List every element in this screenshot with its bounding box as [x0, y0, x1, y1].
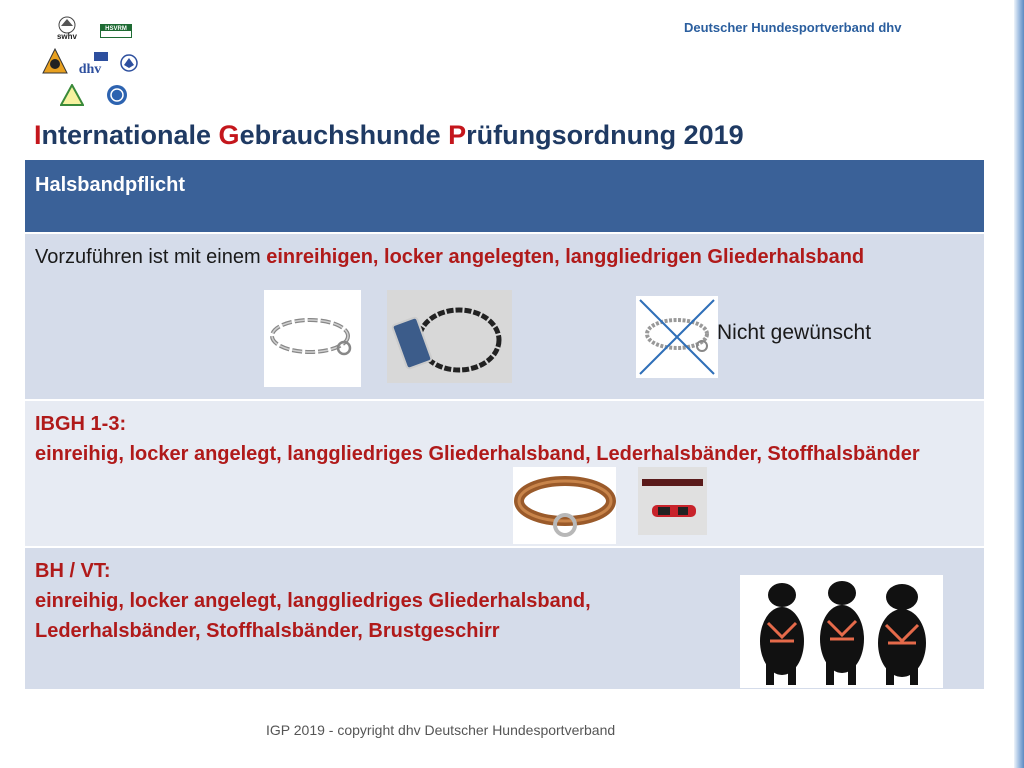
row-bh-vt-body: einreihig, locker angelegt, langgliedriges Gliederhalsband, Lederhalsbänder, Stoffhalsbänder, Brustgeschirr [35, 590, 591, 642]
title-part-2: ebrauchshunde [239, 120, 449, 150]
logo-cluster [36, 16, 146, 111]
table-row-general [25, 234, 984, 401]
slide-right-border [1014, 0, 1024, 768]
dogs-harness-image [740, 575, 943, 688]
title-part-1: nternationale [41, 120, 219, 150]
triangle-logo-icon [60, 84, 84, 106]
row-ibgh-body: einreihig, locker angelegt, langgliedriges Gliederhalsband, Lederhalsbänder, Stoffhalsbänder [35, 443, 920, 465]
table-row-ibgh [25, 401, 984, 548]
organization-name: Deutscher Hundesportverband dhv [684, 20, 902, 35]
table-header [25, 160, 984, 234]
row-ibgh-heading: IBGH 1-3: [35, 413, 127, 435]
title-initial-g: G [218, 120, 240, 150]
chain-collar-image [264, 290, 361, 387]
row-general-requirement: einreihigen, locker angelegten, langgliedrigen Gliederhalsband [266, 246, 865, 268]
fabric-collar-image [638, 467, 707, 535]
leather-collar-image [513, 467, 616, 544]
black-chain-collar-image [387, 290, 512, 383]
row-bh-vt-heading: BH / VT: [35, 560, 111, 582]
table-row-bh-vt [25, 548, 984, 691]
collar-rules-table [25, 160, 984, 691]
page-title [34, 120, 744, 151]
dhv-logo-icon [76, 52, 110, 76]
not-wanted-collar-image [636, 296, 718, 378]
footer-copyright: IGP 2019 - copyright dhv Deutscher Hundesportverband [266, 722, 616, 738]
hsvrm-logo-text: HSVRM [105, 26, 127, 32]
title-initial-i: I [34, 120, 42, 150]
row-general-intro: Vorzuführen ist mit einem [35, 246, 267, 268]
table-header-label: Halsbandpflicht [35, 174, 186, 196]
row-ibgh-text [35, 409, 975, 469]
title-initial-p: P [448, 120, 467, 150]
title-part-3: rüfungsordnung 2019 [466, 120, 744, 150]
dhv-logo-text: dhv [78, 62, 102, 76]
hsvrm-logo-icon [100, 24, 132, 38]
swhv-logo-text: swhv [56, 32, 78, 40]
round-logo-icon [106, 84, 128, 106]
crest-logo-icon [120, 54, 138, 72]
dog-logo-icon [42, 48, 68, 74]
not-wanted-label: Nicht gewünscht [717, 321, 872, 344]
swhv-logo-icon [50, 16, 84, 40]
row-general-text [35, 242, 975, 272]
